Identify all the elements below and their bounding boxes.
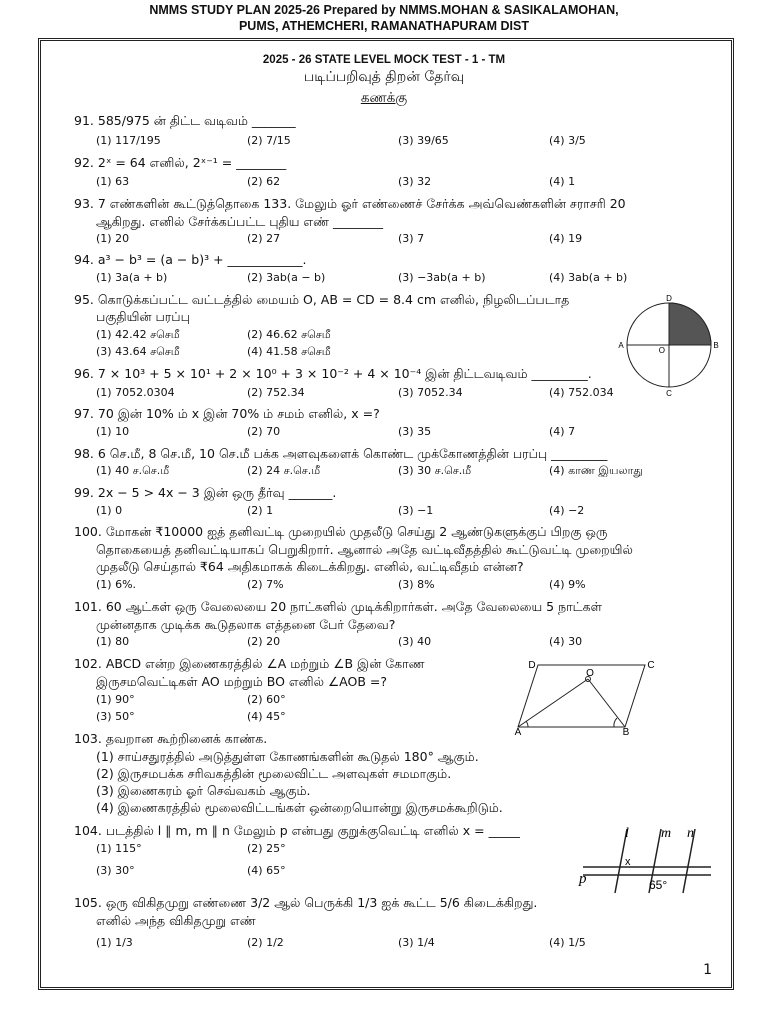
q101-option-2[interactable]: (2) 20	[247, 635, 281, 648]
q98-option-3[interactable]: (3) 30 ச.செ.மீ	[398, 464, 472, 477]
question-100: 100. மோகன் ₹10000 ஐத் தனிவட்டி முறையில் முதலீடு செய்து 2 ஆண்டுகளுக்குப் பிறகு ஒரு	[74, 524, 608, 539]
q102-option-4[interactable]: (4) 45°	[247, 710, 286, 723]
question-100-line-2: தொகையைத் தனிவட்டியாகப் பெறுகிறார். ஆனால் அதே வட்டிவீதத்தில் கூட்டுவட்டி முறையில்	[96, 542, 633, 557]
q105-option-2[interactable]: (2) 1/2	[247, 936, 284, 949]
q91-option-2[interactable]: (2) 7/15	[247, 134, 291, 147]
q103-option-3[interactable]: (3) இணைகரம் ஓர் செவ்வகம் ஆகும்.	[96, 783, 311, 798]
question-105: 105. ஒரு விகிதமுறு எண்ணை 3/2 ஆல் பெருக்கி 1/3 ஐக் கூட்ட 5/6 கிடைக்கிறது.	[74, 895, 538, 910]
para-label-o: O	[586, 668, 594, 679]
lines-label-p: p	[579, 871, 587, 887]
question-93-line-2: ஆகிறது. எனில் சேர்க்கப்பட்ட புதிய எண் ________	[96, 214, 384, 229]
question-101-line-2: முன்னதாக முடிக்க கூடுதலாக எத்தனை பேர் தேவை?	[96, 617, 396, 632]
q99-option-2[interactable]: (2) 1	[247, 504, 274, 517]
q102-option-3[interactable]: (3) 50°	[96, 710, 135, 723]
question-97: 97. 70 இன் 10% ம் x இன் 70% ம் சமம் எனில், x =?	[74, 406, 380, 421]
q91-option-4[interactable]: (4) 3/5	[549, 134, 586, 147]
para-label-c: C	[647, 660, 655, 671]
q96-option-3[interactable]: (3) 7052.34	[398, 386, 463, 399]
q101-option-3[interactable]: (3) 40	[398, 635, 432, 648]
question-96: 96. 7 × 10³ + 5 × 10¹ + 2 × 10⁰ + 3 × 10⁻² + 4 × 10⁻⁴ இன் திட்டவடிவம் _________.	[74, 366, 592, 381]
q104-option-3[interactable]: (3) 30°	[96, 864, 135, 877]
q93-option-3[interactable]: (3) 7	[398, 232, 425, 245]
q103-option-1[interactable]: (1) சாய்சதுரத்தில் அடுத்துள்ள கோணங்களின் கூடுதல் 180° ஆகும்.	[96, 749, 479, 764]
test-title: 2025 - 26 STATE LEVEL MOCK TEST - 1 - TM	[262, 54, 506, 66]
q98-option-4[interactable]: (4) காண இயலாது	[549, 464, 643, 477]
circle-label-a: A	[618, 341, 624, 350]
question-101: 101. 60 ஆட்கள் ஒரு வேலையை 20 நாட்களில் முடிக்கிறார்கள். அதே வேலையை 5 நாட்கள்	[74, 599, 602, 614]
lines-label-m: m	[661, 826, 672, 841]
circle-label-b: B	[713, 341, 719, 350]
q102-option-1[interactable]: (1) 90°	[96, 693, 135, 706]
q94-option-2[interactable]: (2) 3ab(a − b)	[247, 271, 326, 284]
lines-label-n: n	[687, 826, 694, 841]
para-label-d: D	[528, 660, 536, 671]
q102-option-2[interactable]: (2) 60°	[247, 693, 286, 706]
q97-option-3[interactable]: (3) 35	[398, 425, 432, 438]
parallel-lines-figure	[575, 825, 715, 895]
q93-option-2[interactable]: (2) 27	[247, 232, 281, 245]
exam-title: படிப்பறிவுத் திறன் தேர்வு	[303, 69, 465, 85]
q92-option-3[interactable]: (3) 32	[398, 175, 432, 188]
question-100-line-3: முதலீடு செய்தால் ₹64 அதிகமாகக் கிடைக்கிறது. எனில், வட்டிவீதம் என்ன?	[96, 559, 524, 574]
circle-label-o: O	[658, 346, 665, 355]
q104-option-1[interactable]: (1) 115°	[96, 842, 142, 855]
header-line-2: PUMS, ATHEMCHERI, RAMANATHAPURAM DIST	[238, 19, 530, 33]
q96-option-1[interactable]: (1) 7052.0304	[96, 386, 175, 399]
question-95-line-2: பகுதியின் பரப்பு	[96, 309, 190, 324]
question-94: 94. a³ − b³ = (a − b)³ + ____________.	[74, 252, 307, 267]
page-number: 1	[703, 962, 712, 978]
q95-option-1[interactable]: (1) 42.42 சசெமீ	[96, 328, 180, 341]
q101-option-1[interactable]: (1) 80	[96, 635, 130, 648]
q94-option-3[interactable]: (3) −3ab(a + b)	[398, 271, 486, 284]
question-102-line-2: இருசமவெட்டிகள் AO மற்றும் BO எனில் ∠AOB =?	[96, 674, 388, 689]
q100-option-1[interactable]: (1) 6%.	[96, 578, 137, 591]
q95-option-3[interactable]: (3) 43.64 சசெமீ	[96, 345, 180, 358]
q104-option-2[interactable]: (2) 25°	[247, 842, 286, 855]
q105-option-4[interactable]: (4) 1/5	[549, 936, 586, 949]
q95-option-2[interactable]: (2) 46.62 சசெமீ	[247, 328, 331, 341]
q105-option-1[interactable]: (1) 1/3	[96, 936, 133, 949]
question-95: 95. கொடுக்கப்பட்ட வட்டத்தில் மையம் O, AB = CD = 8.4 cm எனில், நிழலிடப்படாத	[74, 292, 570, 307]
lines-label-x: x	[625, 856, 631, 868]
q97-option-1[interactable]: (1) 10	[96, 425, 130, 438]
q92-option-4[interactable]: (4) 1	[549, 175, 576, 188]
q97-option-4[interactable]: (4) 7	[549, 425, 576, 438]
q98-option-1[interactable]: (1) 40 ச.செ.மீ	[96, 464, 170, 477]
parallelogram-figure	[510, 657, 670, 737]
q97-option-2[interactable]: (2) 70	[247, 425, 281, 438]
para-label-b: B	[622, 727, 630, 738]
q100-option-3[interactable]: (3) 8%	[398, 578, 435, 591]
question-103: 103. தவறான கூற்றினைக் காண்க.	[74, 731, 268, 746]
circle-label-c: C	[666, 389, 672, 398]
q91-option-3[interactable]: (3) 39/65	[398, 134, 449, 147]
subject-title: கணக்கு	[360, 90, 408, 106]
q92-option-2[interactable]: (2) 62	[247, 175, 281, 188]
circle-figure	[615, 290, 735, 410]
question-99: 99. 2x − 5 > 4x − 3 இன் ஒரு தீர்வு _______.	[74, 485, 337, 500]
q93-option-1[interactable]: (1) 20	[96, 232, 130, 245]
q101-option-4[interactable]: (4) 30	[549, 635, 583, 648]
lines-label-65: 65°	[649, 878, 668, 892]
question-91: 91. 585/975 ன் திட்ட வடிவம் _______	[74, 113, 296, 128]
q94-option-1[interactable]: (1) 3a(a + b)	[96, 271, 168, 284]
q104-option-4[interactable]: (4) 65°	[247, 864, 286, 877]
q99-option-4[interactable]: (4) −2	[549, 504, 585, 517]
q103-option-2[interactable]: (2) இருசமபக்க சரிவகத்தின் மூலைவிட்ட அளவுகள் சமமாகும்.	[96, 766, 452, 781]
para-label-a: A	[514, 727, 522, 738]
lines-label-l: l	[625, 826, 629, 841]
q100-option-2[interactable]: (2) 7%	[247, 578, 284, 591]
q99-option-1[interactable]: (1) 0	[96, 504, 123, 517]
q96-option-4[interactable]: (4) 752.034	[549, 386, 614, 399]
q103-option-4[interactable]: (4) இணைகரத்தில் மூலைவிட்டங்கள் ஒன்றையொன்று இருசமக்கூறிடும்.	[96, 800, 503, 815]
question-102: 102. ABCD என்ற இணைகரத்தில் ∠A மற்றும் ∠B இன் கோண	[74, 656, 425, 671]
q96-option-2[interactable]: (2) 752.34	[247, 386, 305, 399]
question-105-line-2: எனில் அந்த விகிதமுறு எண்	[96, 913, 256, 928]
question-93: 93. 7 எண்களின் கூட்டுத்தொகை 133. மேலும் ஓர் எண்ணைச் சேர்க்க அவ்வெண்களின் சராசரி 20	[74, 196, 626, 211]
q91-option-1[interactable]: (1) 117/195	[96, 134, 161, 147]
q100-option-4[interactable]: (4) 9%	[549, 578, 586, 591]
q93-option-4[interactable]: (4) 19	[549, 232, 583, 245]
q98-option-2[interactable]: (2) 24 ச.செ.மீ	[247, 464, 321, 477]
question-104: 104. படத்தில் l ∥ m, m ∥ n மேலும் p என்பது குறுக்குவெட்டி எனில் x = _____	[74, 823, 520, 838]
q105-option-3[interactable]: (3) 1/4	[398, 936, 435, 949]
question-92: 92. 2ˣ = 64 எனில், 2ˣ⁻¹ = ________	[74, 155, 287, 170]
circle-label-d: D	[666, 294, 672, 303]
header-line-1: NMMS STUDY PLAN 2025-26 Prepared by NMMS.MOHAN & SASIKALAMOHAN,	[149, 3, 619, 17]
q95-option-4[interactable]: (4) 41.58 சசெமீ	[247, 345, 331, 358]
q92-option-1[interactable]: (1) 63	[96, 175, 130, 188]
q94-option-4[interactable]: (4) 3ab(a + b)	[549, 271, 628, 284]
question-98: 98. 6 செ.மீ, 8 செ.மீ, 10 செ.மீ பக்க அளவுகளைக் கொண்ட முக்கோணத்தின் பரப்பு _________	[74, 446, 608, 461]
q99-option-3[interactable]: (3) −1	[398, 504, 434, 517]
